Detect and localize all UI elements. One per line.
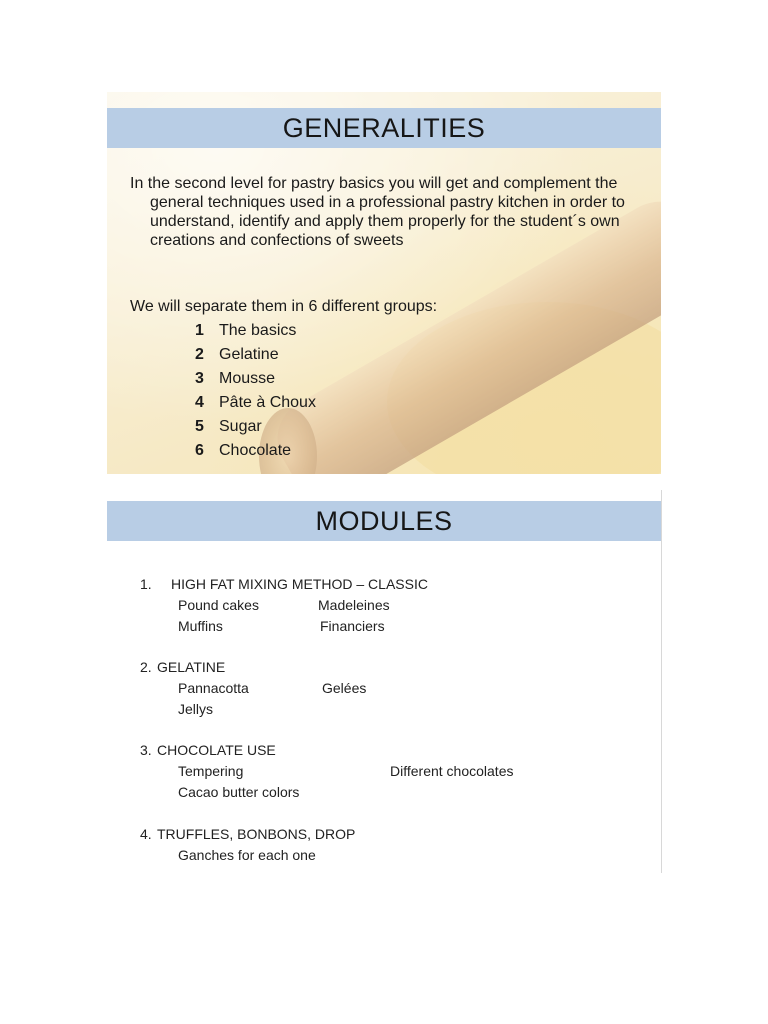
module-topic: Pound cakes: [178, 597, 259, 613]
module-topic: Pannacotta: [178, 680, 249, 696]
module-topic: Gelées: [322, 680, 367, 696]
group-item: [195, 319, 316, 343]
module-number: 2.: [140, 659, 152, 675]
module-topic: Muffins: [178, 618, 223, 634]
group-item: [195, 343, 316, 367]
group-number: 1: [195, 322, 204, 339]
group-label: Chocolate: [219, 442, 292, 459]
module-topic: Tempering: [178, 763, 244, 779]
generalities-title: GENERALITIES: [107, 108, 661, 148]
generalities-intro: In the second level for pastry basics you will get and complement the general techniques used in a professional pastry kitchen in order to understand, identify and apply them properly for the student´s own creations and confections of sweets: [130, 175, 625, 249]
group-item: [195, 367, 316, 391]
module-title: [140, 657, 225, 677]
groups-list: [195, 319, 316, 463]
module-name: CHOCOLATE USE: [157, 742, 276, 758]
module-title: [140, 574, 428, 594]
module-row: [140, 594, 428, 615]
module-item: [140, 657, 367, 719]
module-row: [140, 698, 225, 719]
module-number: 1.: [140, 576, 152, 592]
module-title: [140, 740, 276, 760]
group-number: 4: [195, 394, 204, 411]
group-label: Gelatine: [219, 346, 279, 363]
group-item: [195, 439, 316, 463]
module-topic: Financiers: [320, 618, 385, 634]
module-name: GELATINE: [157, 659, 226, 675]
module-item: [140, 824, 355, 865]
module-name: TRUFFLES, BONBONS, DROP: [157, 826, 356, 842]
module-topic: Ganches for each one: [178, 847, 316, 863]
module-topic: Different chocolates: [390, 763, 514, 779]
module-item: [140, 740, 514, 802]
group-label: Pâte à Choux: [219, 394, 316, 411]
group-number: 5: [195, 418, 204, 435]
modules-title: MODULES: [107, 501, 661, 541]
generalities-slide: [107, 92, 661, 474]
group-item: [195, 415, 316, 439]
modules-slide: [107, 490, 662, 873]
group-label: Sugar: [219, 418, 262, 435]
module-row: [140, 781, 300, 802]
groups-heading: We will separate them in 6 different groups:: [130, 298, 438, 315]
module-row: [140, 615, 428, 636]
group-label: The basics: [219, 322, 297, 339]
module-topic: Madeleines: [318, 597, 390, 613]
module-row: [140, 677, 367, 698]
module-name: HIGH FAT MIXING METHOD – CLASSIC: [171, 576, 428, 592]
group-label: Mousse: [219, 370, 276, 387]
module-item: [140, 574, 428, 636]
module-number: 4.: [140, 826, 152, 842]
background-veil: [107, 92, 661, 474]
module-number: 3.: [140, 742, 152, 758]
module-row: [140, 844, 355, 865]
group-number: 6: [195, 442, 204, 459]
module-row: [140, 760, 514, 781]
group-number: 3: [195, 370, 204, 387]
module-topic: Jellys: [178, 701, 214, 717]
group-item: [195, 391, 316, 415]
group-number: 2: [195, 346, 204, 363]
module-topic: Cacao butter colors: [178, 784, 300, 800]
module-title: [140, 824, 355, 844]
